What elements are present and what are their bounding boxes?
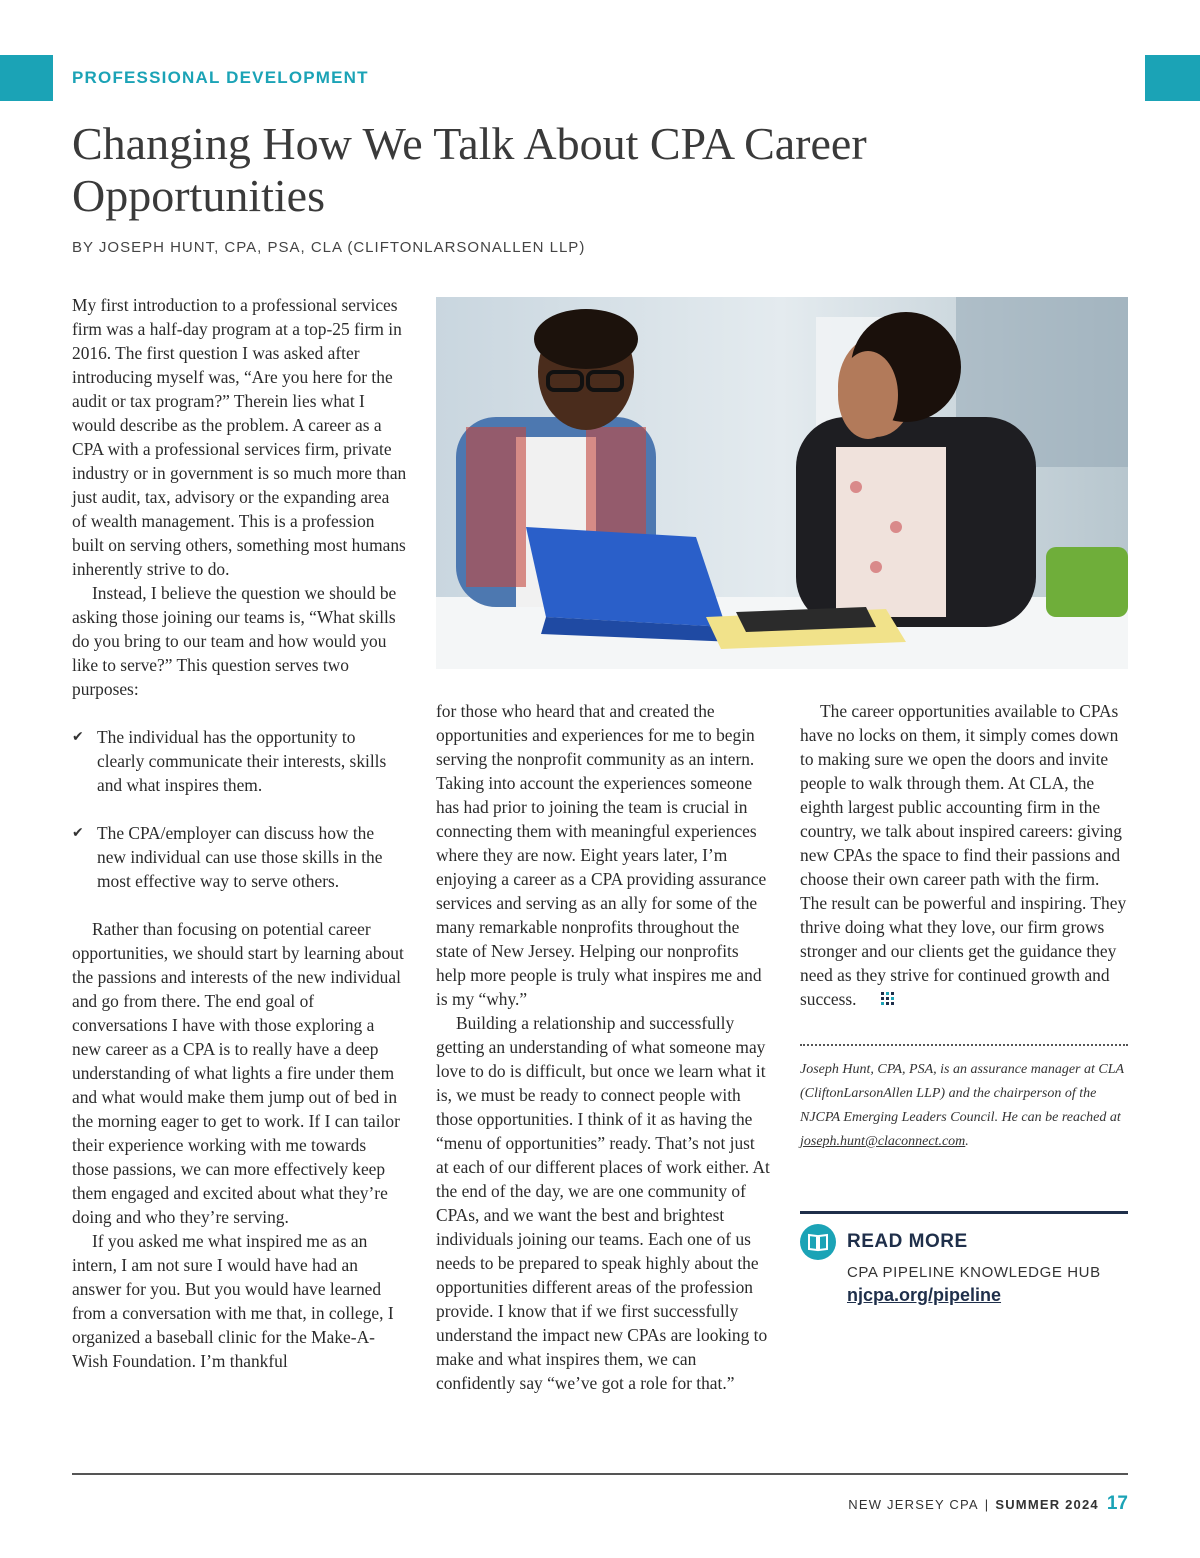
read-more-subtitle: CPA PIPELINE KNOWLEDGE HUB: [847, 1264, 1101, 1281]
checkmark-icon: ✔: [72, 825, 84, 841]
bullet-item: [72, 821, 407, 893]
bio-text: Joseph Hunt, CPA, PSA, is an assurance manager at CLA (CliftonLarsonAllen LLP) and the chairperson of the NJCPA Emerging Leaders Council. He can be reached at: [800, 1062, 1124, 1125]
article-photo: [436, 297, 1128, 669]
footer-separator: |: [984, 1497, 990, 1512]
paragraph-text: The career opportunities available to CPAs have no locks on them, it simply comes down to making sure we open the doors and invite people to walk through them. At CLA, the eighth largest public accounting firm in the country, we talk about inspired careers: giving new CPAs the space to find their passions and choose their own career path with the firm. The result can be powerful and inspiring. They thrive doing what they love, our firm grows stronger and our clients get the guidance they need as they strive for continued growth and success.: [800, 701, 1127, 1009]
bullet-text: The individual has the opportunity to clearly communicate their interests, skills and what inspires them.: [97, 727, 387, 795]
article-column-2: [436, 699, 771, 1395]
book-icon: [800, 1224, 836, 1260]
byline: BY JOSEPH HUNT, CPA, PSA, CLA (CLIFTONLARSONALLEN LLP): [72, 239, 586, 256]
paragraph: Rather than focusing on potential career opportunities, we should start by learning about the passions and interests of the new individual and go from there. The end goal of conversations I have with those exploring a new career as a CPA is to really have a deep understanding of what lights a fire under them and what would make them jump out of bed in the morning eager to get to work. If I can tailor their experience working with me towards those passions, we can more effectively keep them engaged and excited about what they’re doing and who they’re serving.: [72, 919, 404, 1227]
article-column-1: [72, 293, 407, 1373]
page-number: 17: [1106, 1493, 1128, 1514]
issue-label: SUMMER 2024: [995, 1497, 1099, 1512]
footer-rule: [72, 1473, 1128, 1475]
checkmark-icon: ✔: [72, 729, 84, 745]
bio-end: .: [965, 1134, 969, 1149]
read-more-rule: [800, 1211, 1128, 1214]
paragraph: If you asked me what inspired me as an intern, I am not sure I would have had an answer for you. But you would have learned from a conversation with me that, in college, I organized a baseball clinic for the Make-A-Wish Foundation. I’m thankful: [72, 1231, 394, 1371]
accent-tab-left: [0, 55, 53, 101]
section-label: PROFESSIONAL DEVELOPMENT: [72, 68, 369, 87]
bullet-list: [72, 725, 407, 893]
page-footer: [848, 1493, 1128, 1515]
article-column-3: [800, 699, 1130, 1012]
accent-tab-right: [1145, 55, 1200, 101]
bullet-text: The CPA/employer can discuss how the new individual can use those skills in the most effective way to serve others.: [97, 823, 383, 891]
author-email-link[interactable]: joseph.hunt@claconnect.com: [800, 1134, 966, 1149]
paragraph: Building a relationship and successfully getting an understanding of what someone may love to do is difficult, but once we learn what it is, we must be ready to connect people with those opportunities. I think of it as having the “menu of opportunities” ready. That’s not just at each of our different places of work either. At the end of the day, we are one community of CPAs, and we want the best and brightest individuals joining our teams. Each one of us needs to be prepared to speak highly about the opportunities different areas of the profession provide. I know that if we first successfully understand the impact new CPAs are looking to make and what inspires them, we can confidently say “we’ve got a role for that.”: [436, 1013, 770, 1393]
paragraph: Instead, I believe the question we should be asking those joining our teams is, “What skills do you bring to our team and how would you like to serve?” This question serves two purposes:: [72, 583, 397, 699]
paragraph: My first introduction to a professional services firm was a half-day program at a top-25 firm in 2016. The first question I was asked after introducing myself was, “Are you here for the audit or tax program?” Therein lies what I would describe as the problem. A career as a CPA with a professional services firm, private industry or in government is so much more than just audit, tax, advisory or the expanding area of wealth management. This is a profession built on serving others, something most humans inherently strive to do.: [72, 295, 407, 579]
end-mark-icon: [861, 988, 895, 1012]
paragraph: for those who heard that and created the opportunities and experiences for me to begin serving the nonprofit community as an intern. Taking into account the experiences someone has had prior to joining the team is crucial in connecting them with meaningful experiences where they are now. Eight years later, I’m enjoying a career as a CPA providing assurance services and serving as an ally for some of the many remarkable nonprofits throughout the state of New Jersey. Helping our nonprofits help more people is truly what inspires me and is my “why.”: [436, 701, 767, 1009]
publication-name: NEW JERSEY CPA: [848, 1497, 979, 1512]
paragraph: [800, 699, 1130, 1012]
bio-divider: [800, 1044, 1128, 1046]
bullet-item: [72, 725, 407, 797]
author-bio: [800, 1058, 1128, 1154]
read-more-link[interactable]: njcpa.org/pipeline: [847, 1285, 1002, 1305]
read-more-title: READ MORE: [847, 1231, 968, 1252]
article-title: Changing How We Talk About CPA Career Opportunities: [72, 118, 867, 221]
